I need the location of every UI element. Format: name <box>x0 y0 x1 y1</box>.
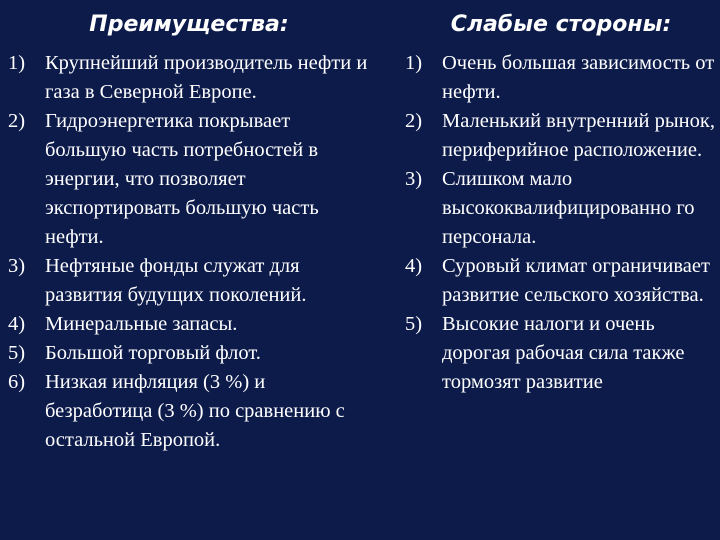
item-text: Нефтяные фонды служат для развития будущих поколений. <box>45 255 307 306</box>
item-number: 2) <box>8 110 26 132</box>
item-number: 5) <box>8 342 26 364</box>
strength-item <box>8 339 370 368</box>
weaknesses-list <box>405 49 717 397</box>
strengths-heading: Преимущества: <box>89 12 289 37</box>
item-text: Гидроэнергетика покрывает большую часть потребностей в энергии, что позволяет экспортировать большую часть нефти. <box>45 110 319 248</box>
strength-item <box>8 368 370 455</box>
item-number: 4) <box>405 255 423 277</box>
strength-item <box>8 49 370 107</box>
item-text: Крупнейший производитель нефти и газа в Северной Европе. <box>45 52 368 103</box>
item-text: Высокие налоги и очень дорогая рабочая сила также тормозят развитие <box>442 313 685 393</box>
weaknesses-heading: Слабые стороны: <box>450 12 672 37</box>
item-number: 2) <box>405 110 423 132</box>
strengths-list <box>8 49 370 455</box>
item-text: Слишком мало высококвалифицированно го персонала. <box>442 168 695 248</box>
item-number: 5) <box>405 313 423 335</box>
weakness-item <box>405 165 717 252</box>
item-text: Низкая инфляция (3 %) и безработица (3 %) по сравнению с остальной Европой. <box>45 371 345 451</box>
item-number: 3) <box>8 255 26 277</box>
item-text: Очень большая зависимость от нефти. <box>442 52 715 103</box>
strength-item <box>8 107 370 252</box>
weaknesses-column <box>405 0 717 397</box>
weakness-item <box>405 310 717 397</box>
weakness-item <box>405 252 717 310</box>
weakness-item <box>405 49 717 107</box>
item-text: Минеральные запасы. <box>45 313 238 335</box>
strengths-column <box>8 0 370 455</box>
item-number: 4) <box>8 313 26 335</box>
item-text: Суровый климат ограничивает развитие сельского хозяйства. <box>442 255 710 306</box>
item-number: 1) <box>405 52 423 74</box>
strength-item <box>8 310 370 339</box>
weakness-item <box>405 107 717 165</box>
item-number: 1) <box>8 52 26 74</box>
item-text: Маленький внутренний рынок, периферийное расположение. <box>442 110 715 161</box>
item-number: 3) <box>405 168 423 190</box>
item-number: 6) <box>8 371 26 393</box>
item-text: Большой торговый флот. <box>45 342 261 364</box>
strength-item <box>8 252 370 310</box>
